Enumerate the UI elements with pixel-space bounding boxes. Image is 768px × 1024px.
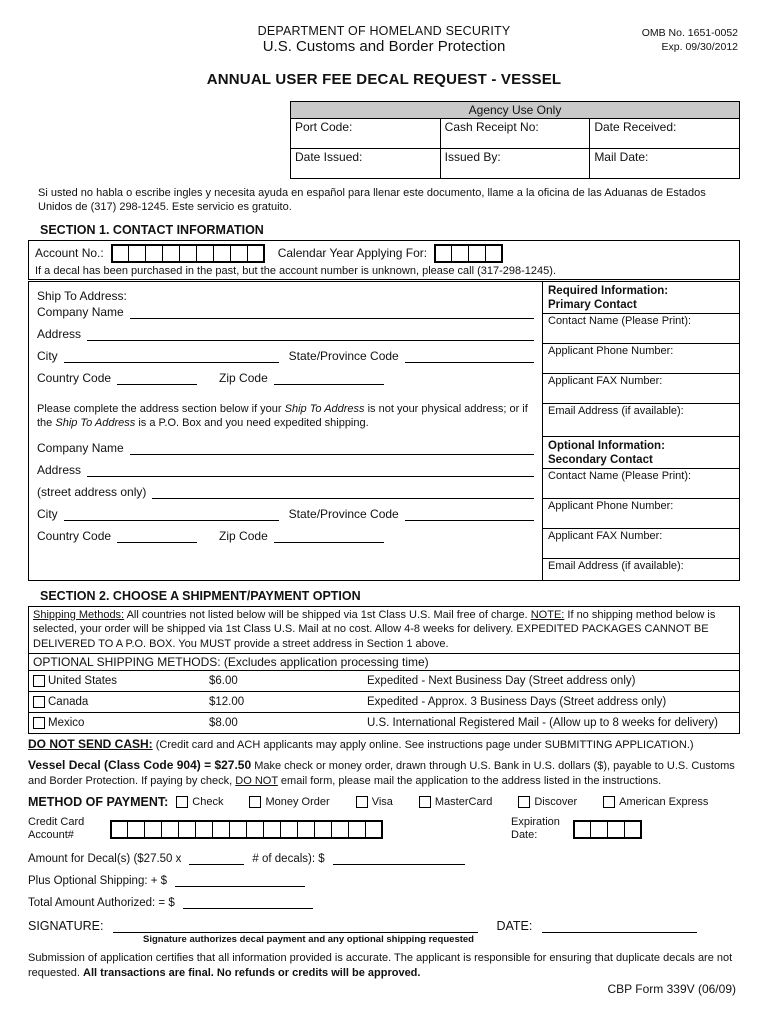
mexico-price: $8.00 (209, 717, 238, 730)
char-box[interactable] (145, 244, 163, 263)
secondary-contact-name-cell[interactable]: Contact Name (Please Print): (543, 469, 739, 499)
date-label: DATE: (496, 919, 533, 934)
char-box[interactable] (162, 244, 180, 263)
mexico-shipping-checkbox[interactable] (33, 717, 45, 729)
char-box[interactable] (348, 820, 366, 839)
zip-label-1: Zip Code (219, 370, 268, 385)
decal-amount-field[interactable] (333, 852, 465, 865)
section1-title: SECTION 1. CONTACT INFORMATION (40, 222, 264, 237)
calendar-year-label: Calendar Year Applying For: (277, 246, 428, 261)
optional-shipping-table (28, 654, 740, 734)
submission-statement: Submission of application certifies that all information provided is accurate. The applicant is responsible for ensuring that duplicate decals are not requested. All transactions are final. No refunds or credits will be approved. (28, 952, 733, 979)
char-box[interactable] (434, 244, 452, 263)
decal-count-field[interactable] (189, 852, 244, 865)
required-contact-header: Required Information: Primary Contact (543, 282, 739, 314)
city-label-2: City (37, 507, 58, 522)
check-label: Check (192, 795, 224, 808)
optional-shipping-amount-field[interactable] (175, 874, 305, 887)
char-box[interactable] (468, 244, 486, 263)
account-note: If a decal has been purchased in the past, but the account number is unknown, please call (317-298-1245). (35, 264, 557, 277)
method-of-payment-row (28, 795, 740, 809)
date-received-cell[interactable]: Date Received: (590, 119, 740, 149)
total-amount-row (28, 896, 740, 909)
calendar-year-boxes[interactable] (434, 244, 503, 263)
ship-to-italic-1: Ship To Address (284, 402, 365, 415)
char-box[interactable] (590, 820, 608, 839)
expiration-date-boxes[interactable] (573, 820, 642, 839)
shipping-option-row-canada (29, 691, 739, 712)
state-label-2: State/Province Code (288, 507, 399, 522)
form-title: ANNUAL USER FEE DECAL REQUEST - VESSEL (206, 71, 562, 88)
country-field-1[interactable] (117, 372, 197, 385)
country-field-2[interactable] (117, 530, 197, 543)
company-name-field-2[interactable] (130, 442, 534, 455)
char-box[interactable] (196, 244, 214, 263)
char-box[interactable] (451, 244, 469, 263)
char-box[interactable] (127, 820, 145, 839)
char-box[interactable] (247, 244, 265, 263)
char-box[interactable] (195, 820, 213, 839)
expiration-date-label: Expiration Date: (511, 815, 560, 842)
address-field-1[interactable] (87, 328, 534, 341)
check-checkbox[interactable] (176, 796, 188, 808)
city-field-1[interactable] (64, 350, 279, 363)
zip-field-1[interactable] (274, 372, 384, 385)
ship-to-address-column (29, 282, 542, 580)
state-label-1: State/Province Code (288, 348, 399, 363)
city-label-1: City (37, 348, 58, 363)
omb-expiration: Exp. 09/30/2012 (661, 41, 738, 54)
city-field-2[interactable] (64, 508, 279, 521)
agency-use-only-table (290, 101, 740, 179)
char-box[interactable] (178, 820, 196, 839)
address-label-2: Address (37, 463, 82, 478)
form-header (28, 24, 740, 55)
char-box[interactable] (297, 820, 315, 839)
omb-number: OMB No. 1651-0052 (641, 27, 738, 39)
company-name-field-1[interactable] (130, 306, 534, 319)
amex-label: American Express (619, 795, 709, 808)
optional-contact-header: Optional Information: Secondary Contact (543, 437, 739, 469)
shipping-methods-term: Shipping Methods: (33, 608, 125, 621)
char-box[interactable] (573, 820, 591, 839)
canada-desc: Expedited - Approx. 3 Business Days (Street address only) (367, 696, 667, 709)
optional-shipping-header: OPTIONAL SHIPPING METHODS: (Excludes application processing time) (33, 655, 429, 670)
country-label-1: Country Code (37, 370, 112, 385)
primary-contact-name-cell[interactable]: Contact Name (Please Print): (543, 314, 739, 344)
total-amount-label: Total Amount Authorized: = $ (28, 897, 175, 910)
section2-title: SECTION 2. CHOOSE A SHIPMENT/PAYMENT OPTION (40, 588, 361, 603)
discover-label: Discover (534, 795, 578, 808)
signature-caption: Signature authorizes decal payment and any optional shipping requested (143, 934, 474, 946)
us-shipping-checkbox[interactable] (33, 675, 45, 687)
char-box[interactable] (365, 820, 383, 839)
char-box[interactable] (111, 244, 129, 263)
section1-address-box (28, 281, 740, 581)
zip-label-2: Zip Code (219, 529, 268, 544)
mexico-label: Mexico (48, 717, 85, 730)
money-order-checkbox[interactable] (249, 796, 261, 808)
cash-receipt-cell[interactable]: Cash Receipt No: (440, 119, 590, 149)
amount-for-decals-row (28, 852, 740, 865)
issued-by-cell[interactable]: Issued By: (440, 149, 590, 179)
char-box[interactable] (246, 820, 264, 839)
account-number-boxes[interactable] (111, 244, 265, 263)
credit-card-row (28, 816, 740, 844)
char-box[interactable] (230, 244, 248, 263)
do-not-send-cash-note: DO NOT SEND CASH: (Credit card and ACH applicants may apply online. See instructions page under SUBMITTING APPLICATION.) (28, 737, 694, 752)
date-field[interactable] (542, 920, 697, 933)
shipping-option-row-mexico (29, 712, 739, 733)
department-name: DEPARTMENT OF HOMELAND SECURITY (257, 24, 511, 38)
char-box[interactable] (607, 820, 625, 839)
char-box[interactable] (624, 820, 642, 839)
secondary-fax-cell[interactable]: Applicant FAX Number: (543, 529, 739, 559)
visa-checkbox[interactable] (356, 796, 368, 808)
alternate-address-note: Please complete the address section below if your Ship To Address is not your physical address; or if the Ship To Address is a P.O. Box and you need expedited shipping. (37, 402, 528, 430)
contact-info-column (542, 282, 739, 580)
optional-shipping-amount-row (28, 874, 740, 887)
char-box[interactable] (280, 820, 298, 839)
primary-phone-cell[interactable]: Applicant Phone Number: (543, 344, 739, 374)
visa-label: Visa (371, 795, 393, 808)
form-number: CBP Form 339V (06/09) (607, 982, 736, 997)
char-box[interactable] (229, 820, 247, 839)
spanish-notice: Si usted no habla o escribe ingles y necesita ayuda en español para llenar este documento, llame a la oficina de las Aduanas de Estados Unidos de (317) 298-1245. Este servicio es gratuito. (38, 187, 706, 214)
total-amount-field[interactable] (183, 896, 313, 909)
omb-block (642, 26, 738, 54)
account-number-strip (28, 240, 740, 280)
primary-fax-cell[interactable]: Applicant FAX Number: (543, 374, 739, 404)
amount-label-pre: Amount for Decal(s) ($27.50 x (28, 853, 182, 866)
char-box[interactable] (144, 820, 162, 839)
company-name-label-1: Company Name (37, 304, 124, 319)
credit-card-number-boxes[interactable] (110, 820, 383, 839)
char-box[interactable] (263, 820, 281, 839)
us-label: United States (48, 675, 118, 688)
street-only-label: (street address only) (37, 485, 147, 500)
note-term: NOTE: (530, 608, 565, 621)
money-order-label: Money Order (265, 795, 330, 808)
mastercard-label: MasterCard (434, 795, 493, 808)
canada-shipping-checkbox[interactable] (33, 696, 45, 708)
port-code-cell[interactable]: Port Code: (291, 119, 441, 149)
account-no-label: Account No.: (35, 246, 104, 261)
us-desc: Expedited - Next Business Day (Street address only) (367, 675, 636, 688)
zip-field-2[interactable] (274, 530, 384, 543)
mexico-desc: U.S. International Registered Mail - (Allow up to 8 weeks for delivery) (367, 717, 718, 730)
signature-field[interactable] (113, 920, 478, 933)
char-box[interactable] (128, 244, 146, 263)
primary-email-cell[interactable]: Email Address (if available): (543, 404, 739, 437)
optional-shipping-amount-label: Plus Optional Shipping: + $ (28, 875, 168, 888)
amount-label-post: # of decals): $ (252, 853, 325, 866)
secondary-email-cell[interactable]: Email Address (if available): (548, 559, 684, 572)
signature-row (28, 919, 740, 933)
agency-name: U.S. Customs and Border Protection (262, 38, 506, 55)
canada-label: Canada (48, 696, 89, 709)
char-box[interactable] (179, 244, 197, 263)
shipping-option-row-us (29, 670, 739, 691)
char-box[interactable] (110, 820, 128, 839)
vessel-decal-note: Vessel Decal (Class Code 904) = $27.50 Make check or money order, drawn through U.S. Bank in U.S. dollars ($), payable to U.S. Customs and Border Protection. If paying by check, DO NOT email form, please mail the application to the address listed in the instructions. (28, 758, 735, 788)
method-of-payment-label: METHOD OF PAYMENT: (28, 794, 169, 809)
credit-card-account-label: Credit Card Account# (28, 815, 85, 842)
canada-price: $12.00 (209, 696, 245, 709)
address-label-1: Address (37, 326, 82, 341)
discover-checkbox[interactable] (518, 796, 530, 808)
date-issued-cell[interactable]: Date Issued: (291, 149, 441, 179)
char-box[interactable] (485, 244, 503, 263)
ship-to-label: Ship To Address: (37, 288, 127, 303)
address-field-2[interactable] (87, 464, 534, 477)
char-box[interactable] (161, 820, 179, 839)
amex-checkbox[interactable] (603, 796, 615, 808)
char-box[interactable] (212, 820, 230, 839)
char-box[interactable] (213, 244, 231, 263)
state-field-2[interactable] (405, 508, 534, 521)
country-label-2: Country Code (37, 529, 112, 544)
street-only-field[interactable] (152, 486, 534, 499)
mastercard-checkbox[interactable] (419, 796, 431, 808)
us-price: $6.00 (209, 675, 238, 688)
mail-date-cell[interactable]: Mail Date: (590, 149, 740, 179)
company-name-label-2: Company Name (37, 441, 124, 456)
secondary-phone-cell[interactable]: Applicant Phone Number: (543, 499, 739, 529)
ship-to-italic-2: Ship To Address (55, 417, 136, 430)
signature-label: SIGNATURE: (28, 919, 104, 934)
char-box[interactable] (314, 820, 332, 839)
char-box[interactable] (331, 820, 349, 839)
state-field-1[interactable] (405, 350, 534, 363)
shipping-methods-info: Shipping Methods: All countries not listed below will be shipped via 1st Class U.S. Mail free of charge. NOTE: If no shipping method below is selected, your order will be shipped via 1st Class U.S. Mail at no cost. Allow 4-8 weeks for delivery. EXPEDITED PACKAGES CANNOT BE DELIVERED TO A P.O. BOX. You MUST provide a street address in Section 1 above. (28, 606, 740, 655)
agency-use-only-header: Agency Use Only (291, 102, 740, 119)
